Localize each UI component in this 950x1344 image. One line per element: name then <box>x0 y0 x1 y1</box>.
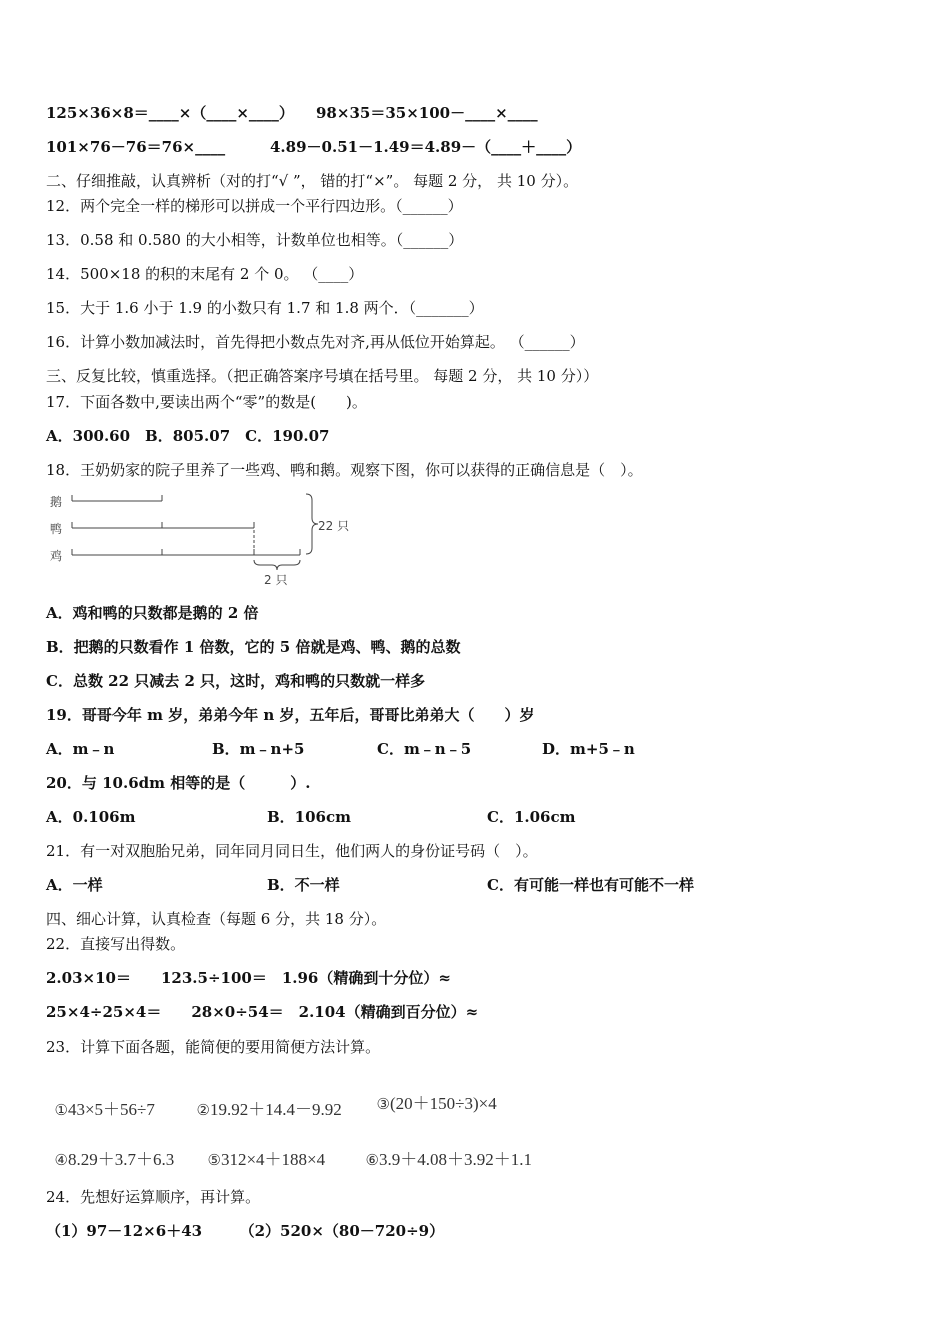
q23-item-5-number: ⑤ <box>207 1153 221 1169</box>
q23-item-2-number: ② <box>196 1103 210 1119</box>
question-20: 20．与 10.6dm 相等的是（ ）. <box>46 774 311 792</box>
question-21-option-c: C．有可能一样也有可能不一样 <box>487 876 694 894</box>
question-21-option-a: A．一样 <box>46 876 103 894</box>
q23-item-1 <box>46 1077 155 1122</box>
question-24-row: （1）97－12×6＋43 （2）520×（80－720÷9） <box>46 1222 445 1240</box>
q23-item-4-number: ④ <box>54 1153 68 1169</box>
question-19-option-b: B．m﹣n+5 <box>212 740 305 758</box>
question-17-options: A．300.60 B．805.07 C．190.07 <box>46 427 330 445</box>
q23-item-3 <box>368 1071 497 1116</box>
question-19-option-d: D．m+5﹣n <box>542 740 635 758</box>
question-20-option-b: B．106cm <box>267 808 351 826</box>
diagram-difference: 2 只 <box>264 573 288 587</box>
question-18-option-a: A．鸡和鸭的只数都是鹅的 2 倍 <box>46 604 259 622</box>
fill-line-1a: 125×36×8＝____×（____×____） <box>46 104 294 122</box>
question-17: 17．下面各数中,要读出两个“零”的数是( )。 <box>46 393 367 411</box>
fill-line-2b: 4.89－0.51－1.49＝4.89－（____＋____） <box>270 138 582 156</box>
question-22: 22．直接写出得数。 <box>46 935 186 953</box>
q23-item-1-expression: 43×5＋56÷7 <box>67 1100 155 1119</box>
question-20-option-a: A．0.106m <box>46 808 136 826</box>
diagram-label-chicken: 鸡 <box>50 549 63 563</box>
section-2-heading: 二、仔细推敲，认真辨析（对的打“√ ”， 错的打“×”。 每题 2 分， 共 10 分）。 <box>46 172 579 190</box>
question-18-option-c: C．总数 22 只减去 2 只，这时，鸡和鸭的只数就一样多 <box>46 672 426 690</box>
q23-item-6 <box>357 1127 532 1172</box>
q23-item-4 <box>46 1127 174 1172</box>
q23-item-6-expression: 3.9＋4.08＋3.92＋1.1 <box>378 1150 532 1169</box>
question-20-option-c: C．1.06cm <box>487 808 576 826</box>
q23-item-1-number: ① <box>54 1103 68 1119</box>
question-21-option-b: B．不一样 <box>267 876 340 894</box>
section-3-heading: 三、反复比较，慎重选择。（把正确答案序号填在括号里。 每题 2 分， 共 10 分）） <box>46 367 599 385</box>
question-24: 24．先想好运算顺序，再计算。 <box>46 1188 261 1206</box>
q23-item-5 <box>199 1127 325 1172</box>
section-4-heading: 四、细心计算，认真检查（每题 6 分，共 18 分）。 <box>46 910 387 928</box>
q23-item-3-number: ③ <box>376 1097 390 1113</box>
q23-item-2-expression: 19.92＋14.4－9.92 <box>209 1100 342 1119</box>
question-12: 12．两个完全一样的梯形可以拼成一个平行四边形。（______） <box>46 197 463 215</box>
question-18: 18．王奶奶家的院子里养了一些鸡、鸭和鹅。观察下图，你可以获得的正确信息是（ ）。 <box>46 461 643 479</box>
question-13: 13．0.58 和 0.580 的大小相等，计数单位也相等。（______） <box>46 231 464 249</box>
q23-item-3-expression: (20＋150÷3)×4 <box>389 1094 497 1113</box>
q23-item-4-expression: 8.29＋3.7＋6.3 <box>67 1150 175 1169</box>
fill-line-1b: 98×35＝35×100－____×____ <box>316 104 538 122</box>
q23-item-5-expression: 312×4＋188×4 <box>220 1150 326 1169</box>
question-14: 14．500×18 的积的末尾有 2 个 0。 （____） <box>46 265 364 283</box>
diagram-label-goose: 鹅 <box>50 495 63 509</box>
question-19: 19．哥哥今年 m 岁，弟弟今年 n 岁，五年后，哥哥比弟弟大（ ）岁 <box>46 706 535 724</box>
question-19-option-c: C．m﹣n﹣5 <box>377 740 472 758</box>
question-16: 16．计算小数加减法时，首先得把小数点先对齐,再从低位开始算起。 （______） <box>46 333 585 351</box>
fill-line-2a: 101×76－76＝76×____ <box>46 138 226 156</box>
question-23: 23．计算下面各题，能简便的要用简便方法计算。 <box>46 1038 381 1056</box>
q23-item-2 <box>188 1077 342 1122</box>
question-19-option-a: A．m﹣n <box>46 740 115 758</box>
question-22-row-1: 2.03×10＝ 123.5÷100＝ 1.96（精确到十分位）≈ <box>46 969 451 987</box>
segment-diagram <box>46 490 366 590</box>
q23-item-6-number: ⑥ <box>365 1153 379 1169</box>
question-15: 15．大于 1.6 小于 1.9 的小数只有 1.7 和 1.8 两个．（_______） <box>46 299 484 317</box>
question-21: 21．有一对双胞胎兄弟，同年同月同日生，他们两人的身份证号码（ ）。 <box>46 842 538 860</box>
question-18-option-b: B．把鹅的只数看作 1 倍数，它的 5 倍就是鸡、鸭、鹅的总数 <box>46 638 461 656</box>
diagram-label-duck: 鸭 <box>50 522 63 536</box>
question-22-row-2: 25×4÷25×4＝ 28×0÷54＝ 2.104（精确到百分位）≈ <box>46 1003 479 1021</box>
diagram-total: 22 只 <box>318 519 350 533</box>
